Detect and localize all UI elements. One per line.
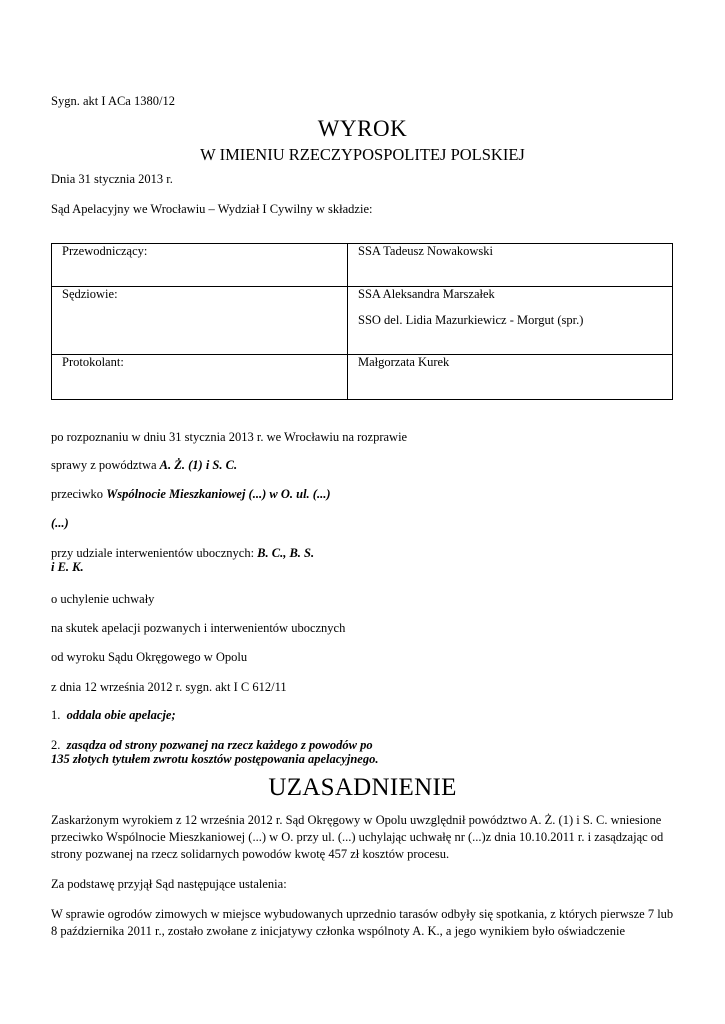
plaintiffs-prefix: sprawy z powództwa [51, 458, 160, 472]
judges-names [348, 287, 673, 355]
ruling-item-2 [51, 738, 373, 753]
presiding-name: SSA Tadeusz Nowakowski [348, 244, 673, 287]
presiding-role: Przewodniczący: [52, 244, 348, 287]
ruling-item-1-number: 1. [51, 708, 61, 722]
court-composition-intro: Sąd Apelacyjny we Wrocławiu – Wydział I Cywilny w składzie: [51, 202, 373, 216]
defendant-line [51, 487, 331, 502]
justification-paragraph-3: W sprawie ogrodów zimowych w miejsce wybudowanych uprzednio tarasów odbyły się spotkania, z których pierwsze 7 lub 8 października 2011 r., zostało zwołane z inicjatywy członka wspólnoty A. K., a jego wynikiem było oświadczenie [51, 907, 674, 938]
hearing-line: po rozpoznaniu w dniu 31 stycznia 2013 r. we Wrocławiu na rozprawie [51, 430, 408, 444]
lower-judgment-line: z dnia 12 września 2012 r. sygn. akt I C 612/11 [51, 680, 287, 694]
judge-name-2: SSO del. Lidia Mazurkiewicz - Morgut (spr.) [358, 313, 584, 327]
judgment-date: Dnia 31 stycznia 2013 r. [51, 172, 173, 186]
ruling-item-2-number: 2. [51, 738, 61, 752]
case-signature: Sygn. akt I ACa 1380/12 [51, 94, 175, 108]
interveners-names: B. C., B. S. [257, 546, 315, 560]
interveners-prefix: przy udziale interwenientów ubocznych: [51, 546, 258, 560]
table-row [52, 244, 673, 287]
ruling-item-1 [51, 708, 176, 723]
table-row [52, 355, 673, 400]
justification-paragraph-1: Zaskarżonym wyrokiem z 12 września 2012 r. Sąd Okręgowy w Opolu uwzględnił powództwo A. Ż. (1) i S. C. wniesione przeciwko Wspólnocie Mieszkaniowej (...) w O. przy ul. (...) uchylając uchwałę nr (...)z dnia 10.10.2011 r. i zasądzając od strony pozwanej na rzecz solidarnych powodów kwotę 457 zł kosztów procesu. [51, 813, 664, 861]
document-subtitle: W IMIENIU RZECZYPOSPOLITEJ POLSKIEJ [200, 145, 525, 164]
defendant-name: Wspólnocie Mieszkaniowej (...) w O. ul. (...) [106, 487, 331, 501]
ruling-item-1-text: oddala obie apelacje; [66, 708, 176, 722]
judges-role: Sędziowie: [52, 287, 348, 355]
court-panel-table [51, 243, 673, 400]
table-row [52, 287, 673, 355]
appeal-line: na skutek apelacji pozwanych i interwenientów ubocznych [51, 621, 346, 635]
plaintiffs-line [51, 458, 237, 473]
interveners-line [51, 546, 314, 561]
justification-heading: UZASADNIENIE [268, 774, 457, 801]
subject-line: o uchylenie uchwały [51, 592, 155, 606]
justification-paragraph-2: Za podstawę przyjął Sąd następujące ustalenia: [51, 877, 287, 891]
ruling-item-2-cont: 135 złotych tytułem zwrotu kosztów postępowania apelacyjnego. [51, 752, 379, 766]
document-title: WYROK [317, 116, 408, 141]
interveners-names-cont: i E. K. [51, 560, 84, 574]
clerk-name: Małgorzata Kurek [348, 355, 673, 400]
defendant-prefix: przeciwko [51, 487, 107, 501]
judge-name-1: SSA Aleksandra Marszałek [358, 287, 495, 301]
lower-court-line: od wyroku Sądu Okręgowego w Opolu [51, 650, 248, 664]
clerk-role: Protokolant: [52, 355, 348, 400]
plaintiffs-names: A. Ż. (1) i S. C. [159, 458, 238, 472]
ruling-item-2-text: zasądza od strony pozwanej na rzecz każdego z powodów po [66, 738, 373, 752]
defendant-name-cont: (...) [51, 516, 69, 530]
